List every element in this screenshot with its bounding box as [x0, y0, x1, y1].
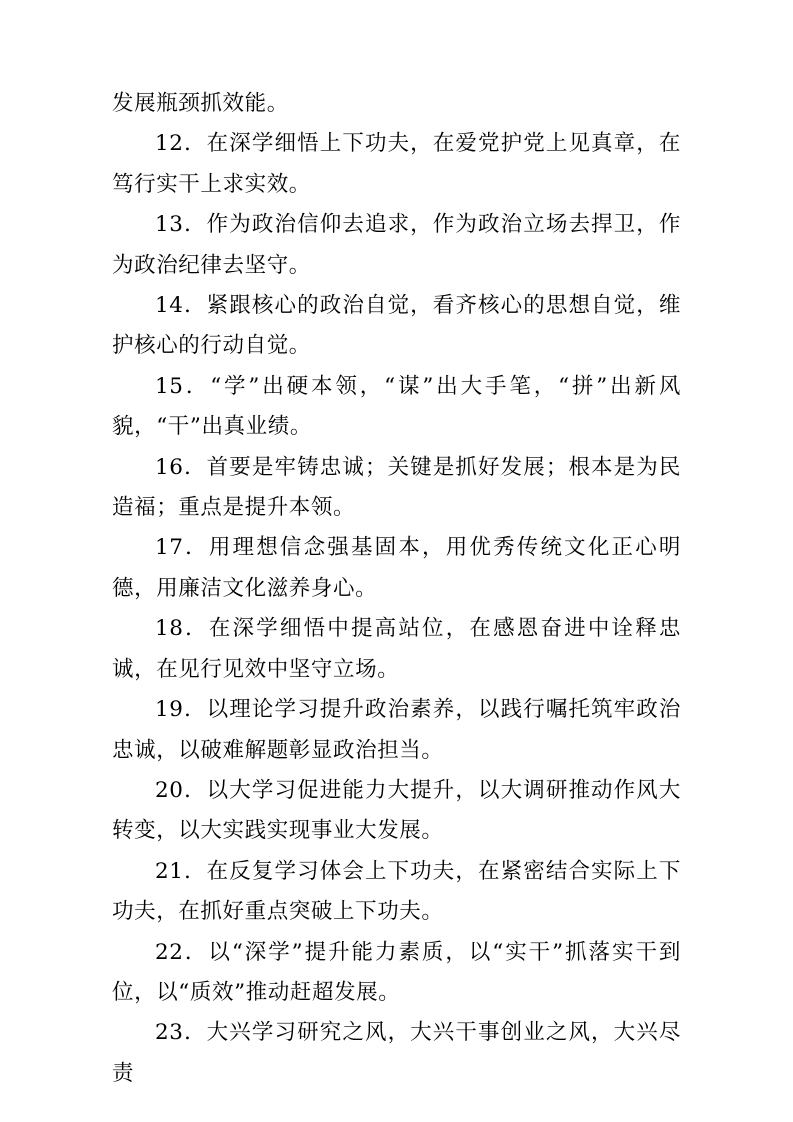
- paragraph: 13．作为政治信仰去追求，作为政治立场去捍卫，作为政治纪律去坚守。: [112, 212, 681, 278]
- paragraph: 21．在反复学习体会上下功夫，在紧密结合实际上下功夫，在抓好重点突破上下功夫。: [112, 858, 681, 925]
- paragraph: 18．在深学细悟中提高站位，在感恩奋进中诠释忠诚，在见行见效中坚守立场。: [112, 616, 681, 682]
- paragraph: 20．以大学习促进能力大提升，以大调研推动作风大转变，以大实践实现事业大发展。: [112, 777, 681, 844]
- paragraph: 19．以理论学习提升政治素养，以践行嘱托筑牢政治忠诚，以破难解题彰显政治担当。: [112, 697, 681, 763]
- paragraph: 17．用理想信念强基固本，用优秀传统文化正心明德，用廉洁文化滋养身心。: [112, 535, 681, 601]
- paragraph: 14．紧跟核心的政治自觉，看齐核心的思想自觉，维护核心的行动自觉。: [112, 293, 681, 359]
- paragraph: 15．“学”出硬本领，“谋”出大手笔，“拼”出新风貌，“干”出真业绩。: [112, 373, 681, 440]
- document-body: [112, 84, 681, 1094]
- paragraph: 23．大兴学习研究之风，大兴干事创业之风，大兴尽责: [112, 1020, 681, 1086]
- paragraph: 发展瓶颈抓效能。: [112, 91, 289, 116]
- paragraph: 12．在深学细悟上下功夫，在爱党护党上见真章，在笃行实干上求实效。: [112, 131, 681, 197]
- paragraph: 22．以“深学”提升能力素质，以“实干”抓落实干到位，以“质效”推动赶超发展。: [112, 939, 681, 1005]
- paragraph: 16．首要是牢铸忠诚；关键是抓好发展；根本是为民造福；重点是提升本领。: [112, 454, 681, 521]
